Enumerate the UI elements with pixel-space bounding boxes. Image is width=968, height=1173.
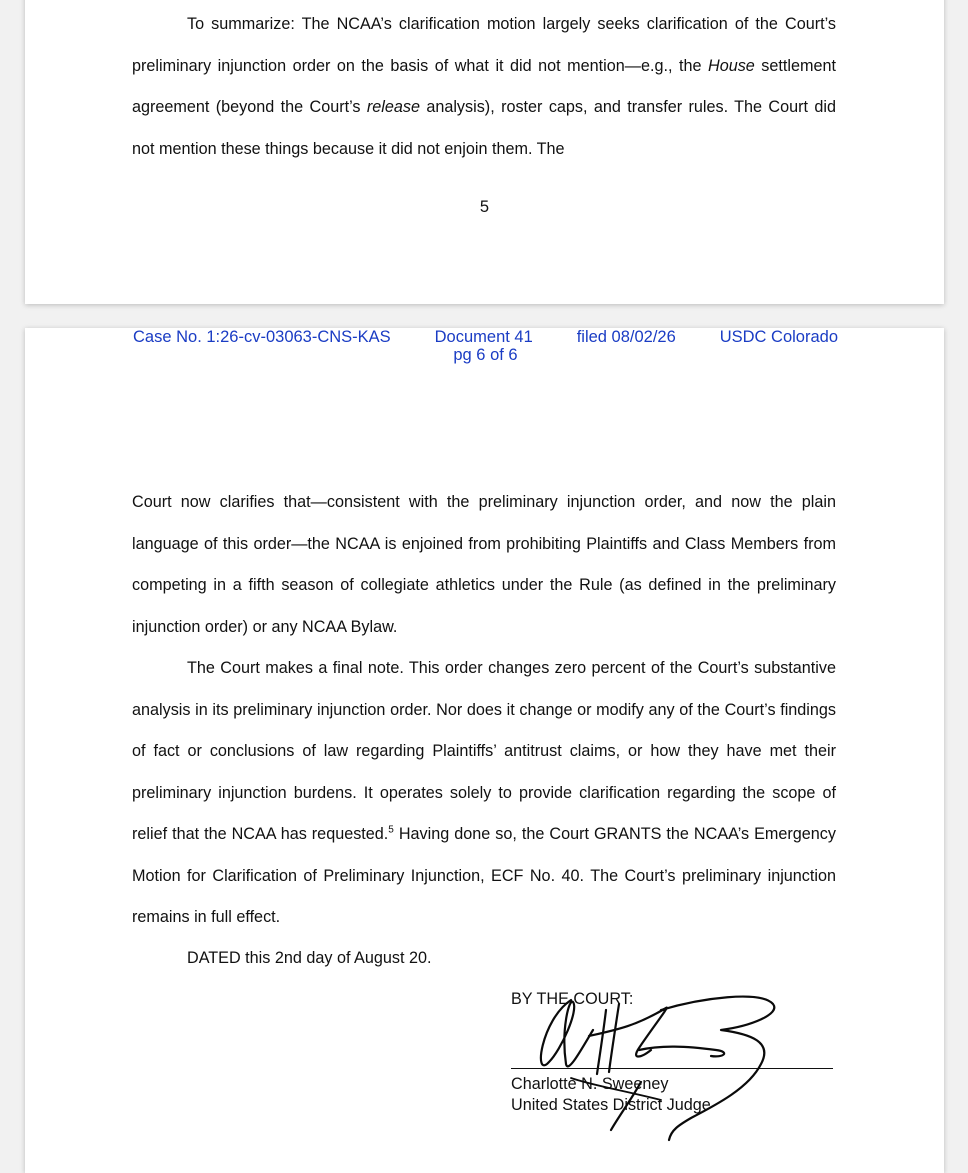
footnote-ref[interactable]: 5 (388, 824, 394, 836)
clarification-paragraph: Court now clarifies that—consistent with the preliminary injunction order, and now the plain language of this order—the NCAA is enjoined from prohibiting Plaintiffs and Class Members from competing in a fifth season of collegiate athletics under the Rule (as defined in the preliminary injunction order) or any NCAA Bylaw. (132, 493, 836, 636)
final-note-paragraph (132, 648, 836, 939)
dated-line: DATED this 2nd day of August 20. (187, 949, 432, 967)
judge-title: United States District Judge (511, 1096, 711, 1114)
summary-paragraph (132, 4, 836, 170)
italic-case-name: House (708, 56, 755, 75)
document-page-5 (25, 0, 944, 304)
text-segment: settlement agreement (beyond the Court’s (132, 56, 836, 116)
case-number: Case No. 1:26-cv-03063-CNS-KAS (133, 328, 391, 346)
ecf-header (133, 328, 838, 364)
text-segment: Having done so, the Court GRANTS the NCAA’s Emergency Motion for Clarification of Preliminary Injunction, ECF No. 40. The Court’s preliminary injunction remains in full effect. (132, 825, 836, 926)
filed-date: filed 08/02/26 (576, 328, 676, 346)
court-name: USDC Colorado (719, 328, 838, 346)
text-segment: The Court makes a final note. This order changes zero percent of the Court’s substantive analysis in its preliminary injunction order. Nor does it change or modify any of the Court’s findings of fact or conclusions of law regarding Plaintiffs’ antitrust claims, or how they have met their preliminary injunction burdens. It operates solely to provide clarification regarding the scope of relief that the NCAA has requested. (132, 659, 836, 843)
document-number: Document 41 (434, 328, 533, 346)
signature-block (511, 990, 833, 1140)
judge-name: Charlotte N. Sweeney (511, 1075, 669, 1093)
document-page-6 (25, 328, 944, 1173)
handwritten-signature-icon (511, 990, 833, 1160)
italic-term: release (366, 98, 420, 116)
page-count: pg 6 of 6 (453, 346, 518, 364)
text-segment: To summarize: The NCAA’s clarification motion largely seeks clarification of the Court’s preliminary injunction order on the basis of what it did not mention—e.g., the (132, 15, 836, 75)
text-segment: analysis), roster caps, and transfer rules. The Court did not mention these things because it did not enjoin them. The (132, 98, 836, 158)
by-the-court-label: BY THE COURT: (511, 990, 634, 1008)
page-number: 5 (479, 198, 490, 216)
